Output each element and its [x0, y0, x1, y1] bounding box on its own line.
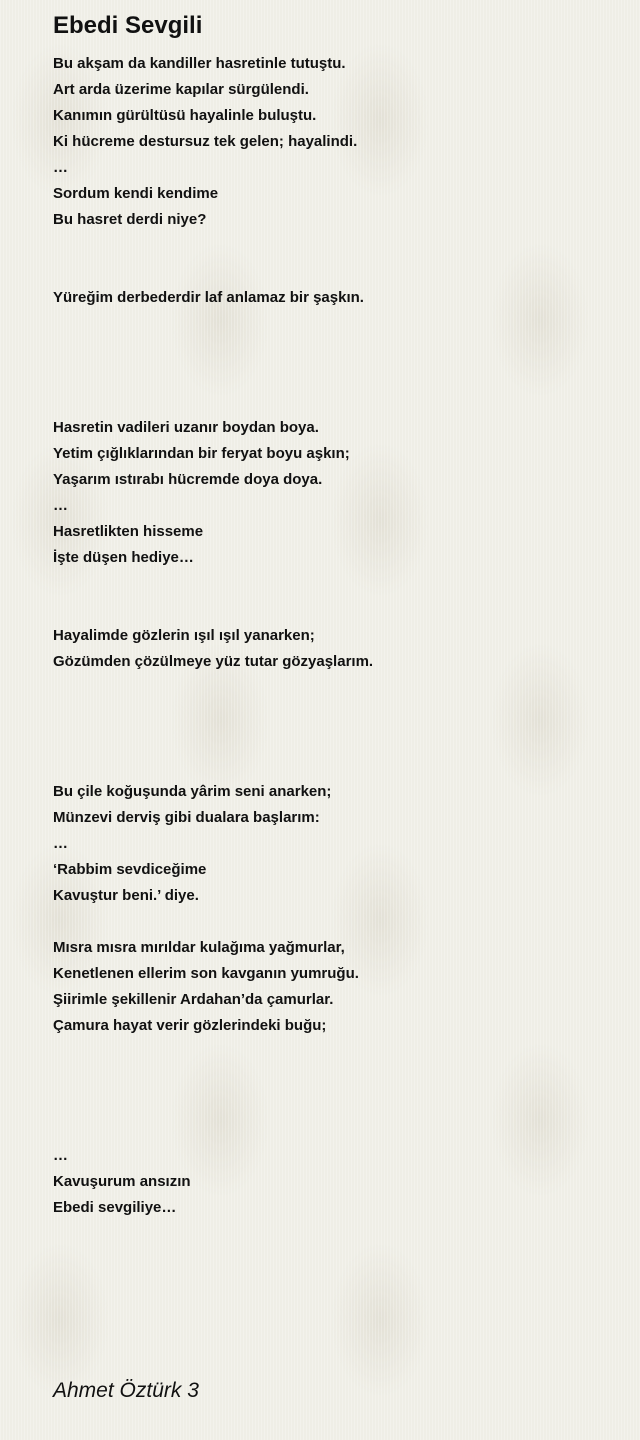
- stanza-gap: [53, 1039, 613, 1065]
- author-signature: Ahmet Öztürk 3: [53, 1379, 199, 1402]
- stanza: [53, 623, 613, 675]
- poem-line: Yaşarım ıstırabı hücremde doya doya.: [53, 471, 323, 488]
- poem-line: Kavuştur beni.’ diye.: [53, 887, 199, 904]
- poem-line: Çamura hayat verir gözlerindeki buğu;: [53, 1017, 327, 1034]
- stanza-gap: [53, 337, 613, 363]
- stanza-gap: [53, 233, 613, 259]
- stanza: [53, 51, 613, 233]
- poem-line: …: [53, 1147, 68, 1164]
- poem-line: Mısra mısra mırıldar kulağıma yağmurlar,: [53, 939, 345, 956]
- poem-line: Kanımın gürültüsü hayalinle buluştu.: [53, 107, 317, 124]
- poem-line: Hasretlikten hisseme: [53, 523, 204, 540]
- poem-line: ‘Rabbim sevdiceğime: [53, 861, 207, 878]
- stanza: [53, 415, 613, 571]
- stanza-gap: [53, 259, 613, 285]
- poem-line: …: [53, 835, 68, 852]
- poem-line: Münzevi derviş gibi dualara başlarım:: [53, 809, 320, 826]
- poem-title: Ebedi Sevgili: [53, 12, 203, 39]
- poem-line: …: [53, 497, 68, 514]
- poem-line: Hasretin vadileri uzanır boydan boya.: [53, 419, 319, 436]
- poem-line: Bu akşam da kandiller hasretinle tutuştu.: [53, 55, 346, 72]
- stanza-gap: [53, 571, 613, 597]
- stanza-gap: [53, 1117, 613, 1143]
- stanza-gap: [53, 311, 613, 337]
- poem-line: Gözümden çözülmeye yüz tutar gözyaşlarım.: [53, 653, 374, 670]
- stanza-gap: [53, 701, 613, 727]
- stanza-gap: [53, 727, 613, 753]
- stanza: [53, 935, 613, 1039]
- poem-line: Ki hücreme destursuz tek gelen; hayalindi.: [53, 133, 358, 150]
- poem-line: Ebedi sevgiliye…: [53, 1199, 177, 1216]
- stanza-gap: [53, 1091, 613, 1117]
- stanza-gap: [53, 1065, 613, 1091]
- poem-line: Kenetlenen ellerim son kavganın yumruğu.: [53, 965, 359, 982]
- poem-line: Hayalimde gözlerin ışıl ışıl yanarken;: [53, 627, 315, 644]
- poem-line: Yüreğim derbederdir laf anlamaz bir şaşkın.: [53, 289, 364, 306]
- poem-line: Bu çile koğuşunda yârim seni anarken;: [53, 783, 332, 800]
- poem-body: [53, 51, 613, 1221]
- poem-line: Kavuşurum ansızın: [53, 1173, 191, 1190]
- poem-line: Art arda üzerime kapılar sürgülendi.: [53, 81, 309, 98]
- stanza-gap: [53, 363, 613, 389]
- poem-line: Sordum kendi kendime: [53, 185, 219, 202]
- stanza-gap: [53, 909, 613, 935]
- poem-line: Şiirimle şekillenir Ardahan’da çamurlar.: [53, 991, 334, 1008]
- poem-line: Yetim çığlıklarından bir feryat boyu aşkın;: [53, 445, 350, 462]
- poem-line: Bu hasret derdi niye?: [53, 211, 207, 228]
- stanza: [53, 1143, 613, 1221]
- stanza: [53, 779, 613, 909]
- stanza-gap: [53, 389, 613, 415]
- stanza-gap: [53, 675, 613, 701]
- stanza-gap: [53, 753, 613, 779]
- poem-line: …: [53, 159, 68, 176]
- stanza-gap: [53, 597, 613, 623]
- stanza: [53, 285, 613, 311]
- poem-line: İşte düşen hediye…: [53, 549, 194, 566]
